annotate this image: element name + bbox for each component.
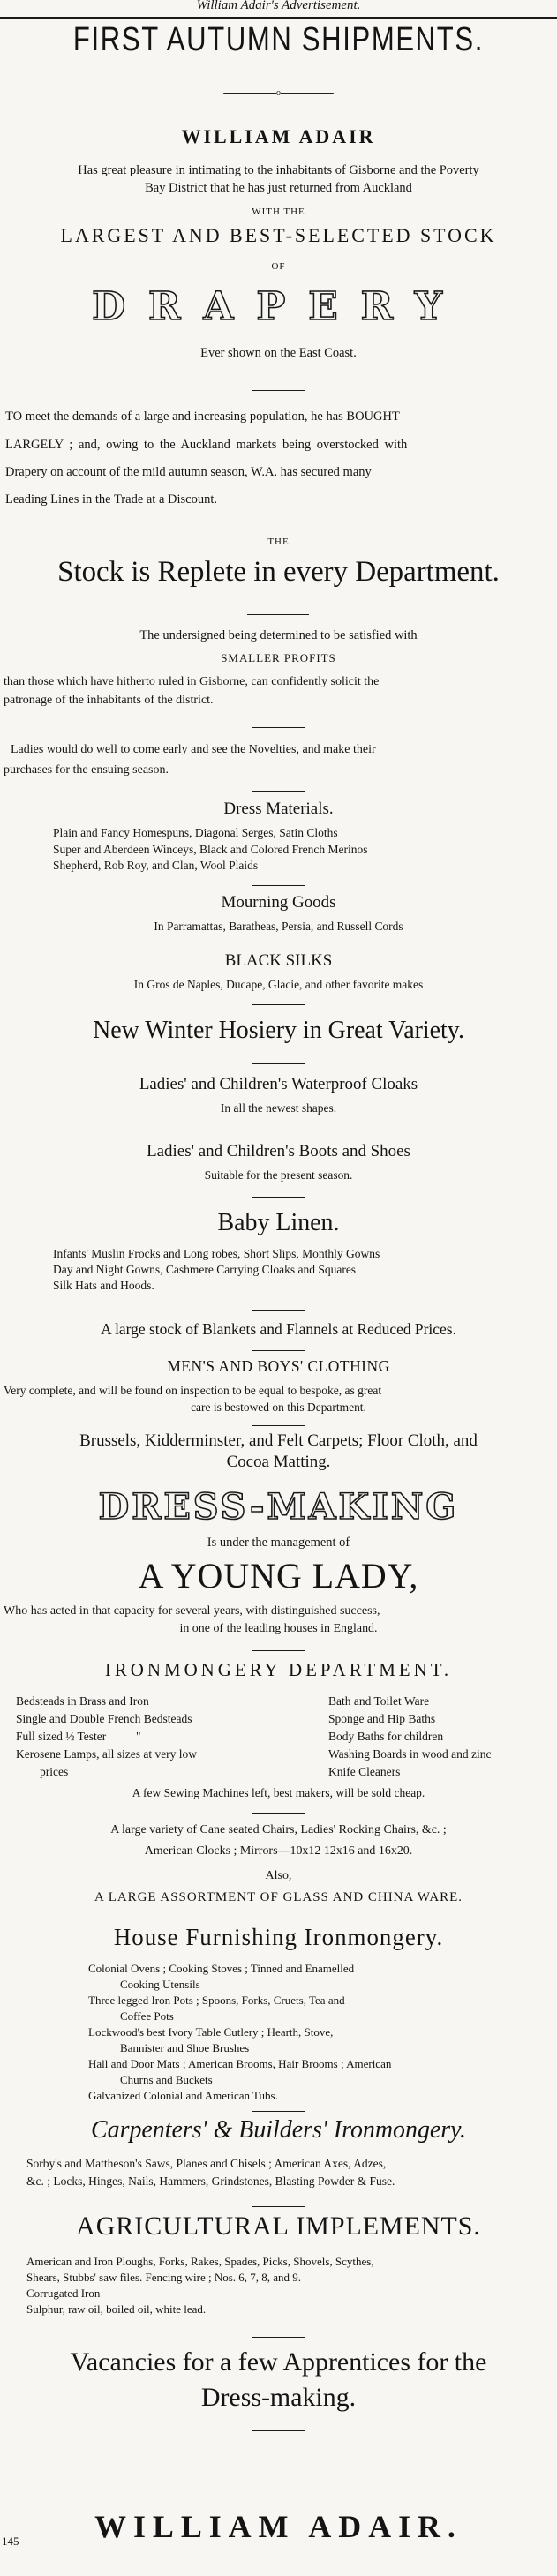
ironmongery-left-column [16,1693,197,1781]
short-rule-4 [252,791,305,792]
page-number: 145 [2,2535,19,2548]
mourning-title: Mourning Goods [221,893,336,912]
dressmaking-line-1: Who has acted in that capacity for several years, with distinguished success, [4,1604,380,1618]
house-item: Three legged Iron Pots ; Spoons, Forks, Cruets, Tea and [88,1994,345,2007]
short-rule-7 [252,1004,305,1005]
house-item: Bannister and Shoe Brushes [120,2041,250,2054]
baby-line-2: Day and Night Gowns, Cashmere Carrying Cloaks and Squares [53,1263,357,1276]
short-rule-8 [252,1063,305,1064]
baby-line-1: Infants' Muslin Frocks and Long robes, Short Slips, Monthly Gowns [53,1247,380,1260]
also-label: Also, [265,1869,292,1882]
agri-title: AGRICULTURAL IMPLEMENTS. [76,2212,481,2241]
short-rule [252,390,305,391]
short-rule-15 [252,1650,305,1651]
mens-line-2: care is bestowed on this Department. [191,1401,366,1414]
dress-materials-line-3: Shepherd, Rob Roy, and Clan, Wool Plaids [53,859,259,872]
ironmongery-left-item: Single and Double French Bedsteads [16,1712,192,1725]
headline: FIRST AUTUMN SHIPMENTS. [72,21,485,58]
apprentices-line-2: Dress-making. [200,2383,357,2412]
hosiery-title: New Winter Hosiery in Great Variety. [93,1017,464,1044]
dress-materials-line-1: Plain and Fancy Homespuns, Diagonal Serges, Satin Cloths [53,826,338,839]
demand-line-4: Leading Lines in the Trade at a Discount. [5,492,218,507]
mens-title: MEN'S AND BOYS' CLOTHING [167,1357,390,1375]
cloaks-title: Ladies' and Children's Waterproof Cloaks [139,1075,418,1093]
chairs-line-2: American Clocks ; Mirrors—10x12 12x16 and 16x20. [144,1844,413,1858]
header-rule [0,17,557,19]
ironmongery-left-item: Full sized ½ Tester " [16,1730,141,1743]
ironmongery-right-item: Bath and Toilet Ware [328,1694,430,1708]
of-label: OF [271,261,286,272]
short-rule-12 [252,1350,305,1351]
carpenters-line-2: &c. ; Locks, Hinges, Nails, Hammers, Grindstones, Blasting Powder & Fuse. [26,2174,395,2188]
boots-line-1: Suitable for the present season. [204,1168,353,1182]
ironmongery-right-item: Body Baths for children [328,1730,444,1743]
ironmongery-right-item: Knife Cleaners [328,1765,401,1778]
short-rule-13 [252,1425,305,1426]
baby-title: Baby Linen. [217,1209,340,1236]
house-item: Churns and Buckets [120,2073,213,2086]
house-list [88,1961,391,2104]
short-rule-16 [252,1813,305,1814]
mens-line-1: Very complete, and will be found on inspection to be equal to bespoke, as great [4,1384,382,1397]
ironmongery-left-item: Kerosene Lamps, all sizes at very low [16,1747,198,1761]
ever-shown: Ever shown on the East Coast. [200,346,357,360]
carpets-line-2: Cocoa Matting. [226,1453,331,1471]
chairs-line-1: A large variety of Cane seated Chairs, Ladies' Rocking Chairs, &c. ; [110,1823,447,1836]
profits-line-2: SMALLER PROFITS [221,651,336,665]
profits-line-4: patronage of the inhabitants of the district. [4,694,214,707]
early-line-1: Ladies would do well to come early and see the Novelties, and make their [11,743,376,756]
ironmongery-left-item: prices [16,1765,69,1778]
ironmongery-left-item: Bedsteads in Brass and Iron [16,1694,149,1708]
profits-line-1: The undersigned being determined to be satisfied with [139,628,418,642]
signature: WILLIAM ADAIR. [94,2509,463,2544]
mourning-line-1: In Parramattas, Baratheas, Persia, and Russell Cords [154,920,403,933]
ornament-rule [1,88,556,98]
early-line-2: purchases for the ensuing season. [4,763,169,777]
ornament: o [276,88,281,98]
house-item: Coffee Pots [120,2009,174,2023]
short-rule-19 [252,2206,305,2207]
short-rule-5 [252,885,305,886]
short-rule-10 [252,1197,305,1198]
ironmongery-title: IRONMONGERY DEPARTMENT. [104,1659,453,1680]
short-rule-2 [247,614,309,615]
profits-line-3: than those which have hitherto ruled in Gisborne, can confidently solicit the [4,675,380,688]
boots-title: Ladies' and Children's Boots and Shoes [147,1142,410,1160]
agri-line-1: American and Iron Ploughs, Forks, Rakes, Spades, Picks, Shovels, Scythes, [26,2255,374,2268]
with-the: WITH THE [252,207,305,217]
young-lady: A YOUNG LADY, [138,1556,419,1596]
house-item: Galvanized Colonial and American Tubs. [88,2089,278,2102]
agri-line-2: Shears, Stubbs' saw files. Fencing wire ; Nos. 6, 7, 8, and 9. [26,2271,302,2284]
short-rule-20 [252,2337,305,2338]
agri-line-3: Corrugated Iron [26,2287,101,2300]
baby-line-3: Silk Hats and Hoods. [53,1279,154,1292]
house-title: House Furnishing Ironmongery. [113,1924,444,1950]
short-rule-18 [252,2111,305,2112]
carpets-line-1: Brussels, Kidderminster, and Felt Carpets; Floor Cloth, and [79,1431,478,1450]
merchant-name: WILLIAM ADAIR [181,125,376,147]
house-item: Colonial Ovens ; Cooking Stoves ; Tinned and Enamelled [88,1962,355,1975]
carpenters-line-1: Sorby's and Mattheson's Saws, Planes and Chisels ; American Axes, Adzes, [26,2157,387,2170]
short-rule-11 [252,1310,305,1311]
cloaks-line-1: In all the newest shapes. [220,1101,337,1115]
the-label: THE [267,537,290,547]
intro-line-2: Bay District that he has just returned from Auckland [145,181,412,195]
ironmongery-right-item: Sponge and Hip Baths [328,1712,436,1725]
house-item: Lockwood's best Ivory Table Cutlery ; Hearth, Stove, [88,2025,334,2039]
house-item: Cooking Utensils [120,1978,200,1991]
replete-title: Stock is Replete in every Department. [57,556,500,588]
ironmongery-right-column [328,1693,492,1781]
house-item: Hall and Door Mats ; American Brooms, Hair Brooms ; American [88,2057,392,2070]
blankets-line: A large stock of Blankets and Flannels at Reduced Prices. [101,1320,456,1338]
intro-line-1: Has great pleasure in intimating to the inhabitants of Gisborne and the Poverty [78,163,479,177]
dress-materials-line-2: Super and Aberdeen Winceys, Black and Colored French Merinos [53,843,368,856]
demand-line-3: Drapery on account of the mild autumn season, W.A. has secured many [5,465,372,479]
agri-line-4: Sulphur, raw oil, boiled oil, white lead. [26,2302,207,2316]
demand-line-2: LARGELY ; and, owing to the Auckland markets being overstocked with [5,438,408,452]
apprentices-line-1: Vacancies for a few Apprentices for the [70,2347,487,2377]
stock-line: LARGEST AND BEST-SELECTED STOCK [60,224,497,246]
sewing-machines: A few Sewing Machines left, best makers, will be sold cheap. [132,1786,425,1799]
dressmaking-title: DRESS-MAKING [98,1486,459,1528]
demand-line-1: TO meet the demands of a large and increasing population, he has BOUGHT [5,409,400,424]
dressmaking-line-2: in one of the leading houses in England. [179,1622,378,1635]
short-rule-3 [252,727,305,728]
ironmongery-right-item: Washing Boards in wood and zinc [328,1747,492,1761]
running-header: William Adair's Advertisement. [196,0,361,12]
dressmaking-management: Is under the management of [207,1536,350,1550]
short-rule-21 [252,2430,305,2431]
silks-title: BLACK SILKS [224,951,333,970]
carpenters-title: Carpenters' & Builders' Ironmongery. [91,2116,466,2144]
drapery-title: DRAPERY [92,284,465,329]
glass-china: A LARGE ASSORTMENT OF GLASS AND CHINA WARE. [94,1890,463,1904]
dress-materials-title: Dress Materials. [223,800,334,818]
silks-line-1: In Gros de Naples, Ducape, Glacie, and other favorite makes [133,978,424,991]
headline-wrap [1,21,556,59]
